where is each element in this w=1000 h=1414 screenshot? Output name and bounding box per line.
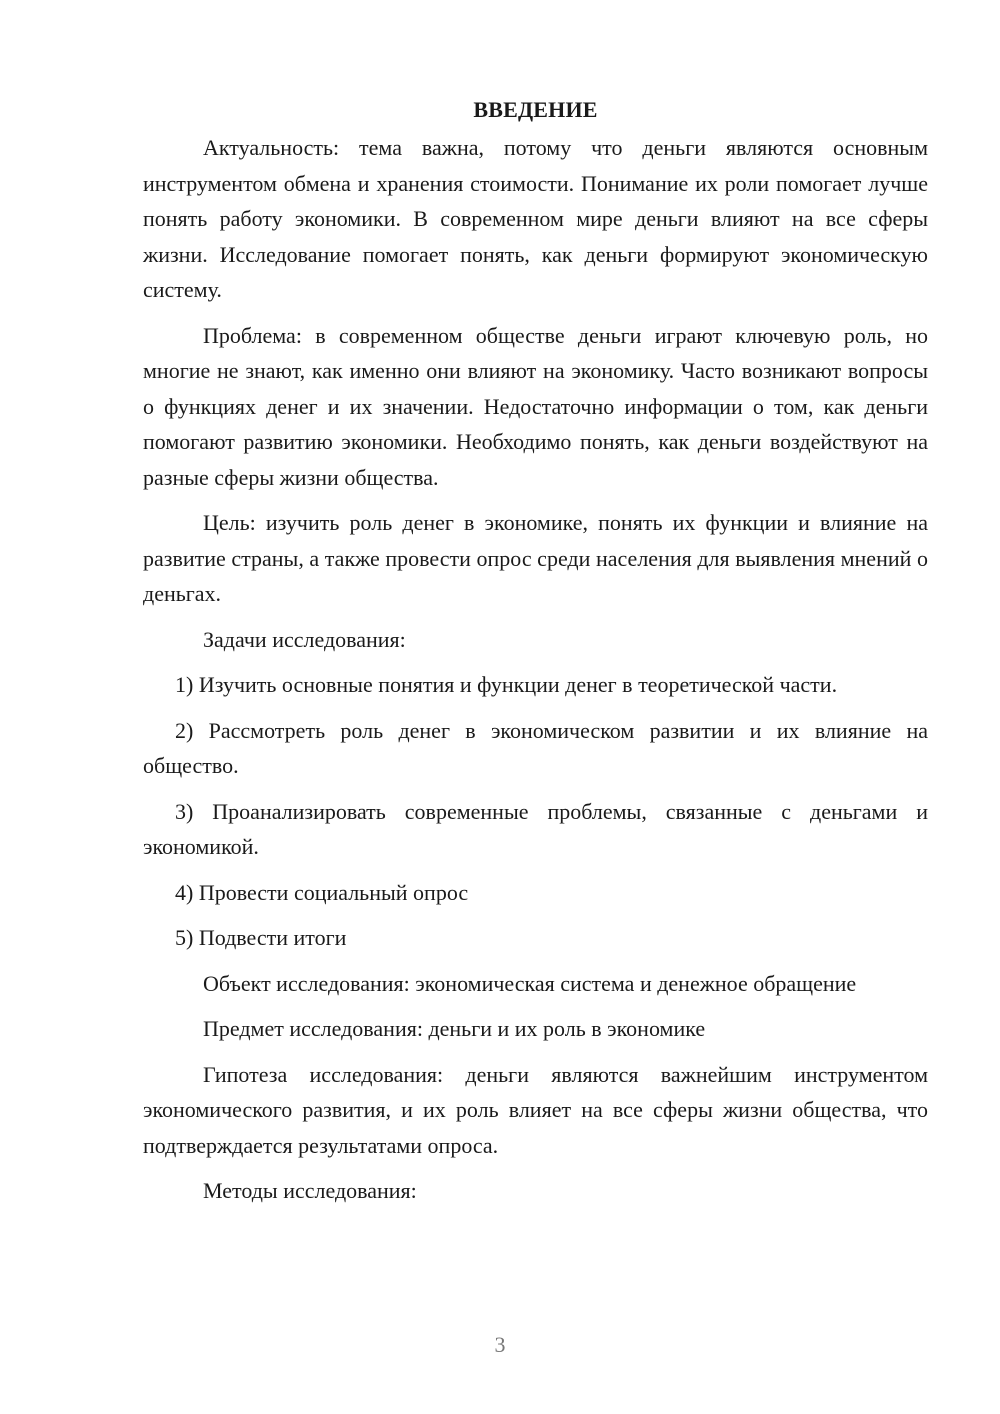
page-number: 3 — [494, 1332, 506, 1357]
task-item-1: 1) Изучить основные понятия и функции денег в теоретической части. — [175, 672, 838, 697]
relevance-paragraph: Актуальность: тема важна, потому что деньги являются основным инструментом обмена и хранения стоимости. Понимание их роли помогает лучше понять работу экономики. В современном мире деньги влияют на все сферы жизни. Исследование помогает понять, как деньги формируют экономическую систему. — [143, 135, 928, 302]
methods-paragraph: Методы исследования: — [203, 1178, 417, 1203]
section-heading: ВВЕДЕНИЕ — [473, 97, 598, 122]
task-item-5: 5) Подвести итоги — [175, 925, 347, 950]
problem-paragraph: Проблема: в современном обществе деньги играют ключевую роль, но многие не знают, как именно они влияют на экономику. Часто возникают вопросы о функциях денег и их значении. Недостаточно информации о том, как деньги помогают развитию экономики. Необходимо понять, как деньги воздействуют на разные сферы жизни общества. — [143, 322, 928, 490]
task-item-4: 4) Провести социальный опрос — [175, 879, 469, 905]
document-page — [143, 92, 928, 1219]
task-item-2: 2) Рассмотреть роль денег в экономическом развитии и их влияние на общество. — [143, 717, 928, 778]
hypothesis-paragraph: Гипотеза исследования: деньги являются важнейшим инструментом экономического развития, и их роль влияет на все сферы жизни общества, что подтверждается результатами опроса. — [143, 1061, 928, 1158]
subject-paragraph: Предмет исследования: деньги и их роль в экономике — [203, 1016, 706, 1041]
tasks-title: Задачи исследования: — [203, 626, 406, 652]
task-item-3: 3) Проанализировать современные проблемы, связанные с деньгами и экономикой. — [143, 798, 928, 859]
object-paragraph: Объект исследования: экономическая система и денежное обращение — [203, 970, 857, 996]
goal-paragraph: Цель: изучить роль денег в экономике, понять их функции и влияние на развитие страны, а также провести опрос среди населения для выявления мнений о деньгах. — [143, 510, 928, 606]
